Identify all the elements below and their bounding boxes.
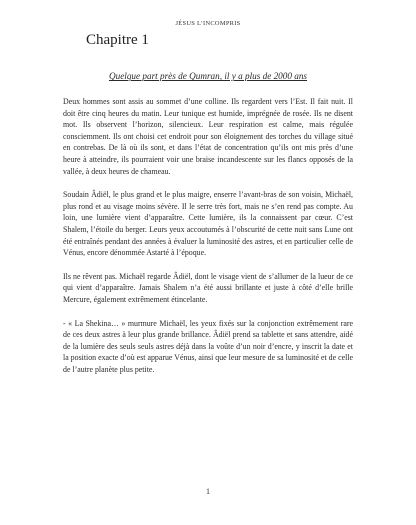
paragraph: Soudain Âdiël, le plus grand et le plus maigre, enserre l’avant-bras de son voisin, Michaël, plus rond et au visage moins sévère. Il le serre très fort, mais ne s’en rend pas compte. Au loin, une lumière vient d’apparaître. Cette lumière, ils la connaissent par cœur. C’est Shalem, l’étoile du berger. Leurs yeux accoutumés à l’obscurité de cette nuit sans Lune ont été entraînés pendant des années à évaluer la luminosité des astres, et en particulier celle de Vénus, encore dénommée Astarté à l’époque.: [63, 190, 353, 258]
body-text: [63, 96, 353, 387]
chapter-title: Chapitre 1: [86, 32, 149, 48]
running-header: JÉSUS L’INCOMPRIS: [175, 20, 241, 27]
paragraph: Deux hommes sont assis au sommet d’une colline. Ils regardent vers l’Est. Il fait nuit. Il doit être cinq heures du matin. Leur tunique est humide, imprégnée de rosée. Ils ne disent mot. Ils observent l’horizon, silencieux. Leur respiration est calme, mais régulée consciemment. Ils ont choisi cet endroit pour son éloignement des torches du village situé en contrebas. De là où ils sont, et dans l’état de concentration qu’ils ont mis près d’une heure à atteindre, ils pourraient voir une braise incandescente sur les flancs opposés de la vallée, à deux heures de chameau.: [63, 97, 353, 176]
paragraph: - « La Shekina… » murmure Michaël, les yeux fixés sur la conjonction extrêmement rare de ces deux astres à leur plus grande brillance. Âdiël prend sa tablette et sans attendre, aidé de la lumière des seuls seuls astres déjà dans la voûte d’un noir d’encre, y inscrit la date et la position exacte d’où est apparue Vénus, ainsi que leur mesure de sa luminosité et de celle de l’autre planète plus petite.: [63, 318, 353, 374]
page-number: 1: [206, 487, 210, 496]
paragraph: Ils ne rêvent pas. Michaël regarde Âdiël, dont le visage vient de s’allumer de la lueur de ce qui vient d’apparaître. Jamais Shalem n’a été aussi brillante et juste à côté d’elle brille Mercure, également extrêmement étincelante.: [63, 271, 353, 304]
chapter-epigraph: Quelque part près de Qumran, il y a plus de 2000 ans: [108, 71, 308, 81]
